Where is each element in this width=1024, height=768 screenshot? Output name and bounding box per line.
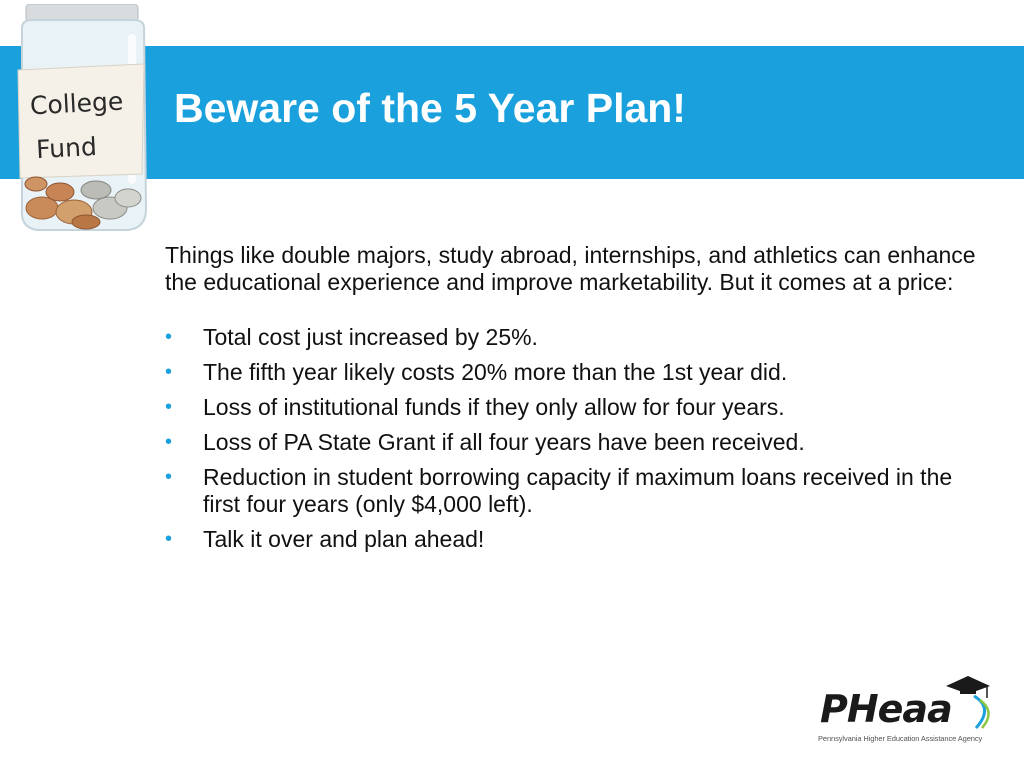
bullet-text: Loss of institutional funds if they only allow for four years.	[203, 394, 785, 420]
jar-label-line1: College	[29, 86, 124, 121]
bullet-item	[165, 429, 985, 456]
logo-wordmark: PHeaa	[820, 687, 952, 731]
bullet-item	[165, 359, 985, 386]
bullet-text: The fifth year likely costs 20% more than the 1st year did.	[203, 359, 788, 385]
slide-title: Beware of the 5 Year Plan!	[174, 85, 686, 131]
bullet-dot-icon: •	[165, 528, 173, 550]
slide-body	[165, 242, 985, 561]
pheaa-logo	[818, 672, 994, 750]
bullet-dot-icon: •	[165, 431, 173, 453]
bullet-item	[165, 324, 985, 351]
bullet-dot-icon: •	[165, 361, 173, 383]
bullet-dot-icon: •	[165, 396, 173, 418]
bullet-dot-icon: •	[165, 466, 173, 488]
graduation-cap-icon	[946, 676, 990, 698]
bullet-text: Total cost just increased by 25%.	[203, 324, 538, 350]
bullet-text: Reduction in student borrowing capacity if maximum loans received in the first four years (only $4,000 left).	[203, 464, 953, 517]
jar-label-line2: Fund	[35, 131, 98, 165]
intro-paragraph: Things like double majors, study abroad, internships, and athletics can enhance the educational experience and improve marketability. But it comes at a price:	[165, 242, 976, 295]
bullet-list	[165, 324, 985, 553]
logo-tagline: Pennsylvania Higher Education Assistance Agency	[818, 734, 983, 743]
bullet-item	[165, 464, 985, 518]
bullet-item	[165, 526, 985, 553]
college-fund-jar-icon	[16, 4, 154, 232]
bullet-text: Loss of PA State Grant if all four years have been received.	[203, 429, 805, 455]
bullet-item	[165, 394, 985, 421]
bullet-dot-icon: •	[165, 326, 173, 348]
bullet-text: Talk it over and plan ahead!	[203, 526, 485, 552]
